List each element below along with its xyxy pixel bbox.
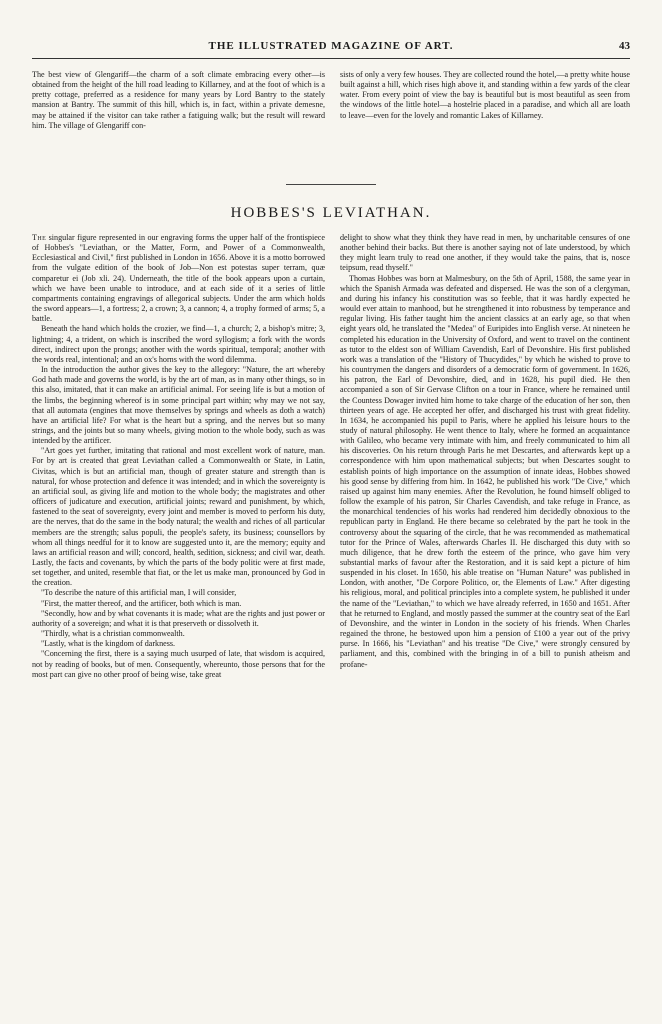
article-paragraph: In the introduction the author gives the key to the allegory: "Nature, the art whereby God hath made and governs the world, is by the art of man, as in many other things, so in this also, imitated, that it can make an artificial animal. For seeing life is but a motion of the limbs, the beginning whereof is in some principal part within; why may we not say, that all automata (engines that move themselves by springs and wheels as doth a watch) have an artificial life? For what is the heart but a spring, and the nerves but so many strings, and the joints but so many wheels, giving motion to the whole body, such as was intended by the artificer.	[32, 365, 325, 446]
article-paragraph: "To describe the nature of this artificial man, I will consider,	[41, 588, 237, 598]
article-paragraph: "First, the matter thereof, and the artificer, both which is man.	[41, 598, 242, 608]
article-paragraph: "Lastly, what is the kingdom of darkness.	[41, 639, 176, 649]
intro-column-left	[32, 70, 325, 176]
article-column-right	[340, 233, 630, 1013]
header-rule	[32, 58, 630, 59]
section-divider	[286, 184, 376, 185]
article-column-left	[32, 233, 325, 1013]
article-paragraph: "Thirdly, what is a christian commonwealth.	[41, 629, 185, 639]
page-number: 43	[619, 40, 630, 52]
article-paragraph	[32, 233, 325, 324]
intro-paragraph-left: The best view of Glengariff—the charm of a soft climate embracing every other—is obtained from the height of the hill road leading to Killarney, and at the foot of which is a pretty cottage, preferred as a residence for many years by Lord Bantry to the stately mansion at Bantry. The summit of this hill, which is, in fact, within a private demesne, may be attained if the visitor can take rather a fatiguing walk; but the result will reward him. The village of Glengariff con-	[32, 70, 325, 130]
running-title: THE ILLUSTRATED MAGAZINE OF ART.	[208, 40, 454, 52]
article-paragraph: delight to show what they think they have read in men, by uncharitable censures of one another behind their backs. But there is another saying not of late understood, by which they might learn truly to read one another, if they would take the pains, that is, nosce teipsum, read thyself."	[340, 233, 630, 273]
paragraph-text: singular figure represented in our engraving forms the upper half of the frontispiece of Hobbes's "Leviathan, or the Matter, Form, and Power of a Commonwealth, Ecclesiastical and Civil," first published in London in 1656. Above it is a motto borrowed from the vulgate edition of the book of Job—Non est potestas super terram, quæ comparetur ei (Job xli. 24). Underneath, the title of the book appears upon a curtain, which we have been unable to introduce, and at each side of it a series of little compartments containing engravings of allegorical subjects. Under the arm which holds the sword appears—1, a fortress; 2, a crown; 3, a cannon; 4, a trophy formed of arms; 5, a battle.	[32, 233, 325, 324]
article-paragraph: "Concerning the first, there is a saying much usurped of late, that wisdom is acquired, not by reading of books, but of men. Consequently, whereunto, those persons that for the most part can give no other proof of being wise, take great	[32, 649, 325, 679]
article-paragraph: Beneath the hand which holds the crozier, we find—1, a church; 2, a bishop's mitre; 3, lightning; 4, a trident, on which is inscribed the word syllogism; a fork with the words direct, indirect upon the prongs; another with the words spiritual, temporal; another with the words real, intentional; and an ox's horns with the word dilemma.	[32, 324, 325, 364]
lead-words: The	[32, 233, 47, 242]
article-paragraph: "Secondly, how and by what covenants it is made; what are the rights and just power or authority of a sovereign; and what it is that preserveth or dissolveth it.	[32, 608, 325, 628]
intro-paragraph-right: sists of only a very few houses. They are collected round the hotel,—a pretty white house built against a hill, which rises high above it, and standing within a few yards of the clear water. From every point of view the bay is beautiful but is most beautiful as seen from the windows of the little hotel—a hostelrie placed in a paradise, and which all are loath to leave—even for the lovely and romantic Lakes of Killarney.	[340, 70, 630, 120]
article-title: HOBBES'S LEVIATHAN.	[230, 205, 432, 221]
intro-column-right	[340, 70, 630, 176]
article-paragraph: "Art goes yet further, imitating that rational and most excellent work of nature, man. For by art is created that great Leviathan called a Commonwealth or State, in Latin, Civitas, which is but an artificial man, though of greater stature and strength than is natural, for whose protection and defence it was intended; and in which the sovereignty is an artificial soul, as giving life and motion to the whole body; the magistrates and other officers of judicature and execution, artificial joints; reward and punishment, by which, fastened to the seat of sovereignty, every joint and member is moved to perform his duty, are the nerves, that do the same in the body natural; the wealth and riches of all particular members are the strength; salus populi, the people's safety, its business; counsellors by whom all things needful for it to know are suggested unto it, are the memory; equity and laws an artificial reason and will; concord, health, sedition, sickness; and civil war, death. Lastly, the facts and covenants, by which the parts of the body politic were at first made, set together, and united, resemble that fiat, or the let us make man, pronounced by God in the creation.	[32, 446, 325, 588]
page-header	[32, 40, 630, 54]
article-paragraph: Thomas Hobbes was born at Malmesbury, on the 5th of April, 1588, the same year in which the Spanish Armada was defeated and dispersed. He was the son of a clergyman, and during his infancy his constitution was so feeble, that it was hardly expected he would ever attain to manhood, but he strengthened it into robustness by temperance and regular living. His father taught him the ancient classics at an early age, so that when eight years old, he translated the "Medea" of Euripides into English verse. At nineteen he completed his education in the University of Oxford, and went to travel on the continent as tutor to the eldest son of William Cavendish, Earl of Devonshire. His first published work was a translation of the "History of Thucydides," by which he wished to prove to his countrymen the dangers and disorders of a democratic form of government. In 1626, his patron, the Earl of Devonshire, died, and in 1628, his pupil died. He then accompanied a son of Sir Gervase Clifton on a tour in France, where he remained until the Countess Dowager invited him home to take charge of the education of her son, then thirteen years of age. He accepted her offer, and discharged his trust with great fidelity. In 1634, he accompanied his pupil to Paris, where he applied his leisure hours to the study of natural philosophy. He went thence to Italy, where he formed an acquaintance with Galileo, who became very intimate with him, and freely communicated to him all his discoveries. On his return through Paris he met Descartes, and afterwards kept up a correspondence with him upon mathematical subjects; but when Descartes sought to establish points of high importance on the assumption of innate ideas, Hobbes showed his good sense by differing from him. In 1642, he published his work "De Cive," which raised up against him many enemies. After the Revolution, he found himself obliged to follow the example of his patron, Sir Charles Cavendish, and take refuge in France, as the monarchical tendencies of his works had rendered him decidedly obnoxious to the republican party in England. He there became so celebrated by the part he took in the controversy about the squaring of the circle, that he was recommended as mathematical tutor for the Prince of Wales, afterwards Charles II. He discharged this duty with so much diligence, that he drew forth the esteem of the prince, who gave him very substantial marks of favour after the Restoration, and it is said kept a picture of him suspended in his closet. In 1650, his able treatise on "Human Nature" was published in London, with another, "De Corpore Politico, or, the Elements of Law." After digesting his religious, moral, and political principles into a complete system, he published it under the name of the "Leviathan," to which we have already referred, in 1650 and 1651. After that he returned to England, and mostly passed the summer at the country seat of the Earl of Devonshire, and the winter in London in the society of his friends. When Charles regained the throne, he bestowed upon him a pension of £100 a year out of the privy purse. In 1666, his "Leviathan" and his treatise "De Cive," were strongly censured by parliament, and this, combined with the bringing in of a bill to punish atheism and profane-	[340, 273, 630, 669]
